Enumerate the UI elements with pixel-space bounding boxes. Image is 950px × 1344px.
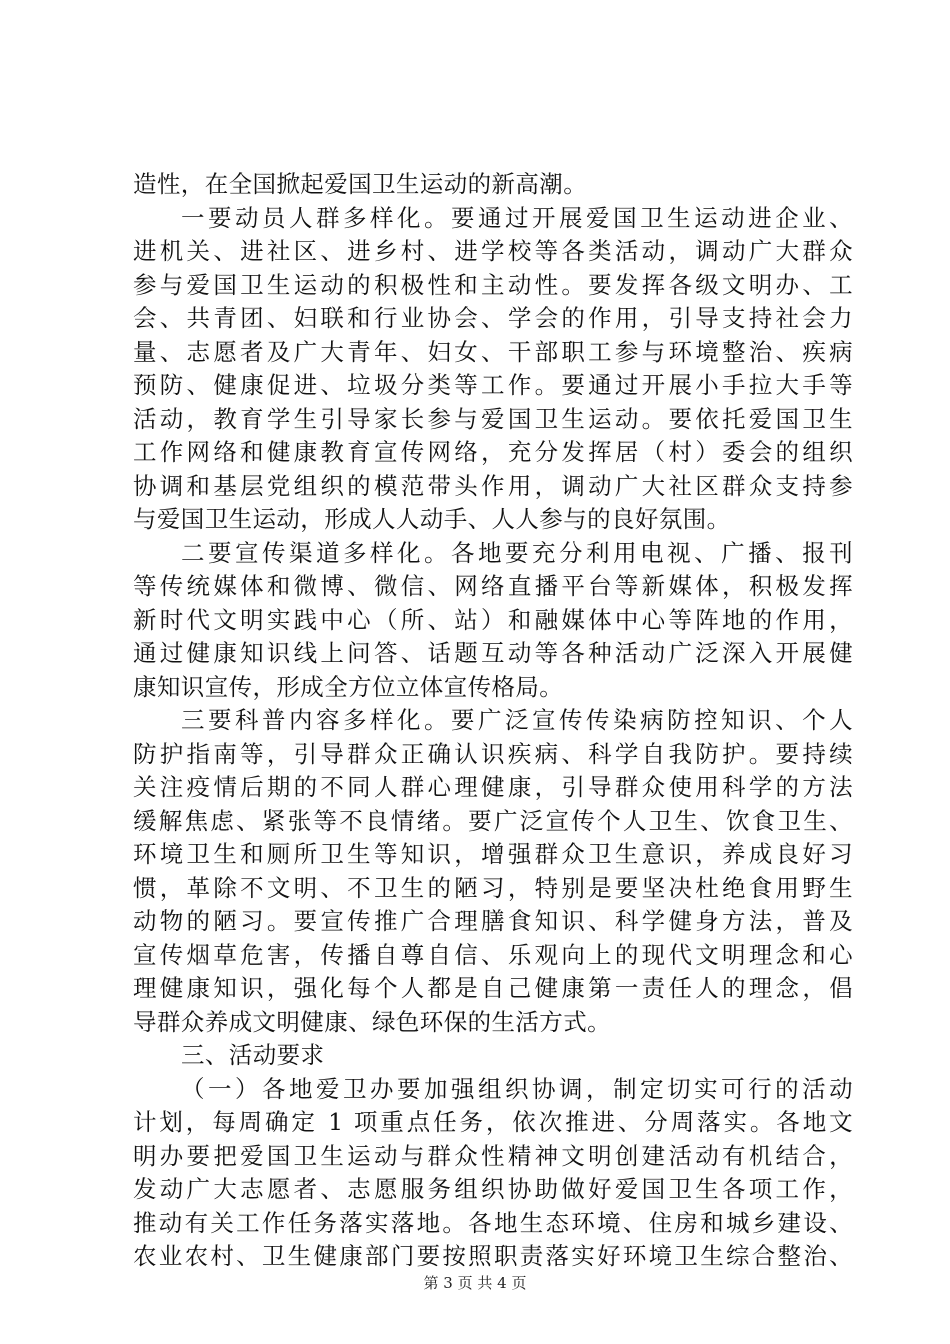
- text-line: 导群众养成文明健康、绿色环保的生活方式。: [133, 1007, 611, 1036]
- text-line: 进机关、进社区、进乡村、进学校等各类活动，调动广大群众: [133, 237, 853, 265]
- text-line: 工作网络和健康教育宣传网络，充分发挥居（村）委会的组织: [133, 438, 853, 466]
- text-line: 一要动员人群多样化。要通过开展爱国卫生运动进企业、: [181, 203, 853, 232]
- text-line: 活动，教育学生引导家长参与爱国卫生运动。要依托爱国卫生: [133, 404, 853, 433]
- text-line: 农业农村、卫生健康部门要按照职责落实好环境卫生综合整治、: [133, 1242, 853, 1270]
- text-line: 发动广大志愿者、志愿服务组织协助做好爱国卫生各项工作，: [133, 1175, 853, 1203]
- text-line: （一）各地爱卫办要加强组织协调，制定切实可行的活动: [181, 1074, 853, 1103]
- text-line: 关注疫情后期的不同人群心理健康，引导群众使用科学的方法: [133, 773, 853, 801]
- text-line: 宣传烟草危害，传播自尊自信、乐观向上的现代文明理念和心: [133, 940, 853, 969]
- text-line: 与爱国卫生运动，形成人人动手、人人参与的良好氛围。: [133, 505, 731, 533]
- text-line: 康知识宣传，形成全方位立体宣传格局。: [133, 672, 564, 701]
- page-footer: [0, 1272, 950, 1293]
- text-line: 二要宣传渠道多样化。各地要充分利用电视、广播、报刊: [181, 538, 853, 567]
- text-line: 等传统媒体和微博、微信、网络直播平台等新媒体，积极发挥: [133, 572, 853, 600]
- text-line: 理健康知识，强化每个人都是自己健康第一责任人的理念，倡: [133, 974, 853, 1002]
- text-line: 通过健康知识线上问答、话题互动等各种活动广泛深入开展健: [133, 639, 853, 667]
- text-line: 参与爱国卫生运动的积极性和主动性。要发挥各级文明办、工: [133, 270, 853, 299]
- text-line: 新时代文明实践中心（所、站）和融媒体中心等阵地的作用，: [133, 605, 853, 634]
- body-text: [133, 168, 853, 1274]
- text-line: 缓解焦虑、紧张等不良情绪。要广泛宣传个人卫生、饮食卫生、: [133, 806, 853, 835]
- text-line: 环境卫生和厕所卫生等知识，增强群众卫生意识，养成良好习: [133, 840, 853, 868]
- text-line: 三要科普内容多样化。要广泛宣传传染病防控知识、个人: [181, 706, 853, 734]
- text-line: 量、志愿者及广大青年、妇女、干部职工参与环境整治、疾病: [133, 337, 853, 366]
- text-line: 计划，每周确定 1 项重点任务，依次推进、分周落实。各地文: [133, 1108, 853, 1136]
- text-line: 防护指南等，引导群众正确认识疾病、科学自我防护。要持续: [133, 739, 853, 768]
- text-line: 推动有关工作任务落实落地。各地生态环境、住房和城乡建设、: [133, 1208, 853, 1237]
- page-number: 第 3 页 共 4 页: [423, 1274, 527, 1292]
- text-line: 造性，在全国掀起爱国卫生运动的新高潮。: [133, 170, 588, 198]
- text-line: 惯，革除不文明、不卫生的陋习，特别是要坚决杜绝食用野生: [133, 873, 853, 902]
- text-line: 预防、健康促进、垃圾分类等工作。要通过开展小手拉大手等: [133, 371, 853, 399]
- text-line: 会、共青团、妇联和行业协会、学会的作用，引导支持社会力: [133, 304, 853, 332]
- text-line: 三、活动要求: [181, 1041, 325, 1069]
- text-line: 协调和基层党组织的模范带头作用，调动广大社区群众支持参: [133, 471, 853, 500]
- text-line: 动物的陋习。要宣传推广合理膳食知识、科学健身方法，普及: [133, 907, 853, 935]
- text-line: 明办要把爱国卫生运动与群众性精神文明创建活动有机结合，: [133, 1141, 853, 1170]
